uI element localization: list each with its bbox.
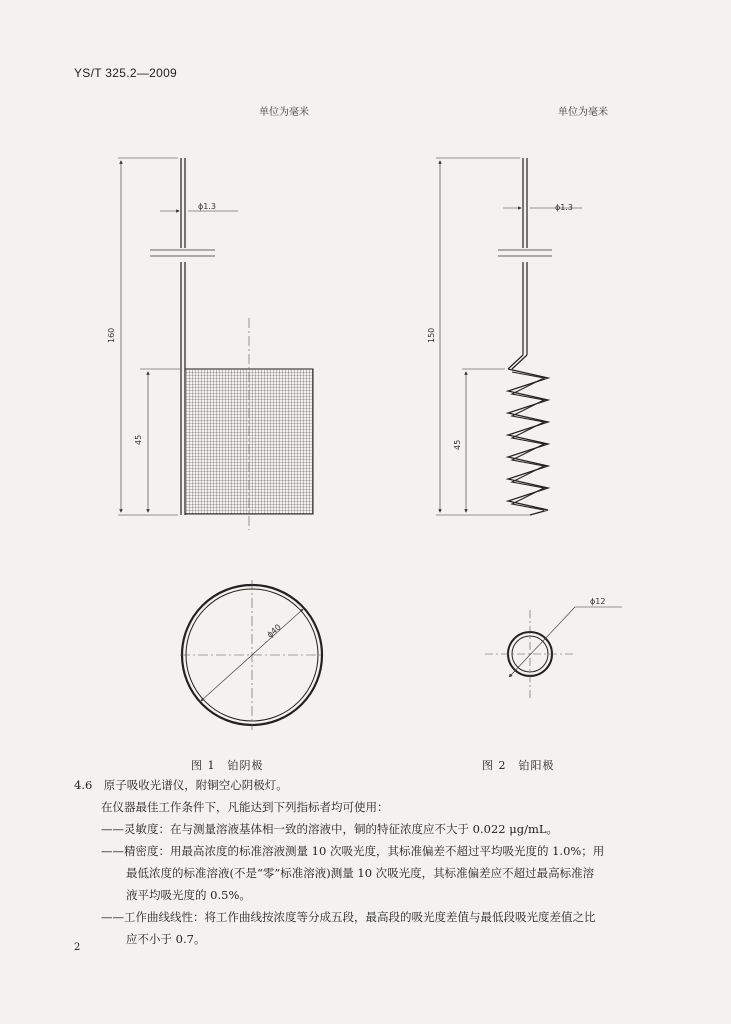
item-sensitivity: ——灵敏度：在与测量溶液基体相一致的溶液中，铜的特征浓度应不大于 0.022 μg/mL。 [101, 822, 558, 836]
figure2-coil-height-label: 45 [453, 439, 462, 450]
figure1-mesh-height-label: 45 [134, 434, 143, 445]
item-precision-line2: 最低浓度的标准溶液(不是“零”标准溶液)测量 10 次吸光度，其标准偏差应不超过最高标准溶 [126, 866, 595, 880]
figure1-cathode [118, 158, 324, 730]
figure2-unit-label: 单位为毫米 [558, 107, 608, 118]
figure1-caption: 图 1 铂阴极 [191, 759, 264, 772]
figure2-anode [436, 158, 622, 698]
section-4-6: 4.6 原子吸收光谱仪，附铜空心阴极灯。 [74, 778, 288, 792]
item-linearity-line1: ——工作曲线线性：将工作曲线按浓度等分成五段，最高段的吸光度差值与最低段吸光度差值之比 [101, 910, 596, 924]
figure2-ring-diameter-label: ϕ12 [590, 597, 606, 606]
standard-number: YS/T 325.2—2009 [74, 66, 178, 80]
figure2-length-label: 150 [427, 327, 436, 343]
figure1-ring-diameter-label: ϕ40 [265, 622, 283, 640]
item-precision-line1: ——精密度：用最高浓度的标准溶液测量 10 次吸光度，其标准偏差不超过平均吸光度的 1.0%；用 [101, 844, 605, 858]
figure2-wire-diameter: ϕ1.3 [555, 203, 573, 212]
page-number: 2 [74, 942, 81, 953]
figure2-caption: 图 2 铂阳极 [482, 759, 555, 772]
figure1-wire-diameter: ϕ1.3 [198, 202, 216, 211]
figure1-unit-label: 单位为毫米 [259, 107, 309, 118]
item-precision-line3: 液平均吸光度的 0.5%。 [126, 888, 251, 902]
item-linearity-line2: 应不小于 0.7。 [126, 932, 206, 946]
figure1-length-label: 160 [107, 327, 116, 343]
intro-paragraph: 在仪器最佳工作条件下，凡能达到下列指标者均可使用： [101, 800, 389, 814]
